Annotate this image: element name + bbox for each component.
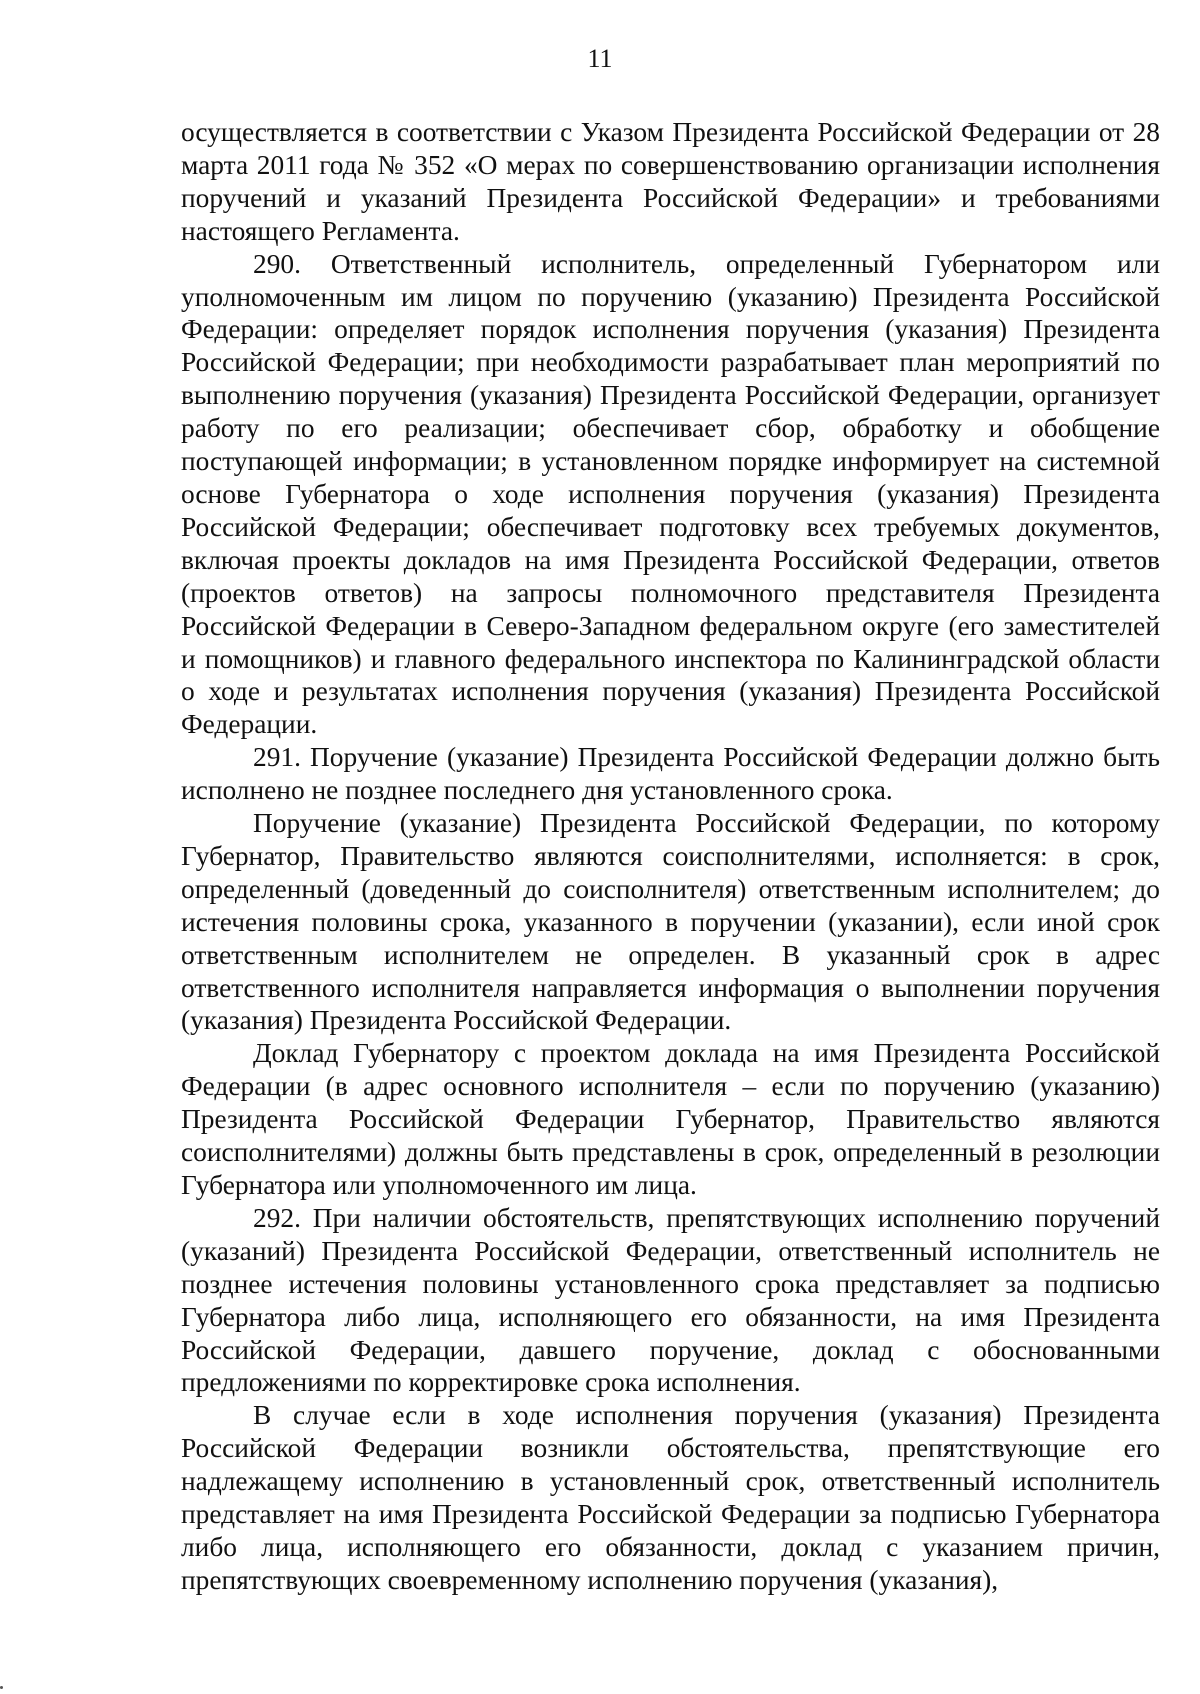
paragraph-1: осуществляется в соответствии с Указом Президента Российской Федерации от 28 марта 2011 года № 352 «О мерах по совершенствованию организации исполнения поручений и указаний Президента Российской Федерации» и требованиями настоящего Регламента. [181,117,1160,246]
paragraph-circumstances: В случае если в ходе исполнения поручения (указания) Президента Российской Федерации возникли обстоятельства, препятствующие его надлежащему исполнению в установленный срок, ответственный исполнитель представляет на имя Президента Российской Федерации за подписью Губернатора либо лица, исполняющего его обязанности, доклад с указанием причин, препятствующих своевременному исполнению поручения (указания), [181,1400,1160,1595]
paragraph-290: 290. Ответственный исполнитель, определенный Губернатором или уполномоченным им лицом по поручению (указанию) Президента Российской Федерации: определяет порядок исполнения поручения (указания) Президента Российской Федерации; при необходимости разрабатывает план мероприятий по выполнению поручения (указания) Президента Российской Федерации, организует работу по его реализации; обеспечивает сбор, обработку и обобщение поступающей информации; в установленном порядке информирует на системной основе Губернатора о ходе исполнения поручения (указания) Президента Российской Федерации; обеспечивает подготовку всех требуемых документов, включая проекты докладов на имя Президента Российской Федерации, ответов (проектов ответов) на запросы полномочного представителя Президента Российской Федерации в Северо-Западном федеральном округе (его заместителей и помощников) и главного федерального инспектора по Калининградской области о ходе и результатах исполнения поручения (указания) Президента Российской Федерации. [181,248,1160,740]
page-number: 11 [587,44,613,73]
paragraph-292: 292. При наличии обстоятельств, препятствующих исполнению поручений (указаний) Президента Российской Федерации, ответственный исполнитель не позднее истечения половины установленного срока представляет за подписью Губернатора либо лица, исполняющего его обязанности, на имя Президента Российской Федерации, давшего поручение, доклад с обоснованными предложениями по корректировке срока исполнения. [181,1202,1160,1398]
document-body [181,116,1160,1597]
paragraph-co-executor: Поручение (указание) Президента Российской Федерации, по которому Губернатор, Правительство являются соисполнителями, исполняется: в срок, определенный (доведенный до соисполнителя) ответственным исполнителем; до истечения половины срока, указанного в поручении (указании), если иной срок ответственным исполнителем не определен. В указанный срок в адрес ответственного исполнителя направляется информация о выполнении поручения (указания) Президента Российской Федерации. [181,808,1160,1036]
paragraph-291: 291. Поручение (указание) Президента Российской Федерации должно быть исполнено не позднее последнего дня установленного срока. [181,742,1160,806]
scan-speck [0,1686,3,1689]
paragraph-report-governor: Доклад Губернатору с проектом доклада на имя Президента Российской Федерации (в адрес основного исполнителя – если по поручению (указанию) Президента Российской Федерации Губернатор, Правительство являются соисполнителями) должны быть представлены в срок, определенный в резолюции Губернатора или уполномоченного им лица. [181,1038,1160,1200]
